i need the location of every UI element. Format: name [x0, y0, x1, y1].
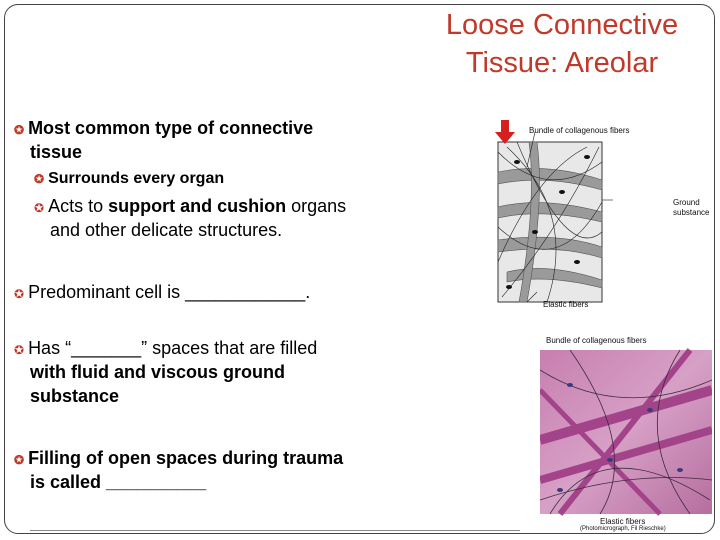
bullet-1-line-1: Most common type of connective [28, 118, 314, 138]
micrograph-label-bundle: Bundle of collagenous fibers [546, 336, 647, 345]
title-line-1: Loose Connective [445, 9, 679, 41]
bullet-3-line-3: substance [30, 386, 120, 406]
bullet-marker-icon: ✪ [14, 123, 25, 137]
diagram-label-bundle: Bundle of collagenous fibers [529, 126, 630, 135]
bullet-marker-icon: ✪ [14, 287, 25, 301]
bullet-1b-bold: support and cushion [108, 196, 287, 216]
bullet-4-line-2: is called __________ [30, 472, 207, 492]
bullet-marker-icon: ✪ [34, 172, 45, 186]
bullet-1b-pre: Acts to [48, 196, 109, 216]
bullet-1 [14, 116, 313, 142]
bullet-1-line-2: tissue [30, 142, 83, 162]
bullet-2-text: Predominant cell is ____________. [28, 282, 311, 302]
bullet-1b-post: organs [286, 196, 347, 216]
areolar-diagram [487, 112, 715, 312]
title-line-2: Tissue: Areolar [465, 47, 659, 79]
bullet-2 [14, 280, 310, 306]
micrograph [540, 330, 712, 534]
bullet-1b [34, 194, 346, 220]
micrograph-label-elastic: Elastic fibers [600, 517, 646, 526]
bullet-1b-line-2: and other delicate structures. [50, 220, 283, 240]
bullet-4 [14, 446, 343, 472]
bullet-3-line-2: with fluid and viscous ground [30, 362, 285, 382]
bullet-4-line-1: Filling of open spaces during trauma [28, 448, 344, 468]
diagram-label-ground-1: Ground [673, 198, 700, 207]
arrow-icon [495, 120, 515, 144]
diagram-label-ground-2: substance [673, 208, 710, 217]
bullet-1a [34, 167, 224, 191]
slide-title [412, 6, 712, 82]
bullet-1a-text: Surrounds every organ [48, 170, 225, 187]
bullet-marker-icon: ✪ [14, 453, 25, 467]
bullet-3-line-1: Has “_______” spaces that are filled [28, 338, 318, 358]
bullet-marker-icon: ✪ [14, 343, 25, 357]
bottom-rule [30, 530, 520, 531]
diagram-label-elastic: Elastic fibers [543, 300, 589, 309]
bullet-3 [14, 336, 317, 362]
micrograph-image [540, 330, 712, 534]
micrograph-credit: (Photomicrograph, Fil Rieschke) [580, 526, 666, 532]
bullet-marker-icon: ✪ [34, 201, 45, 215]
